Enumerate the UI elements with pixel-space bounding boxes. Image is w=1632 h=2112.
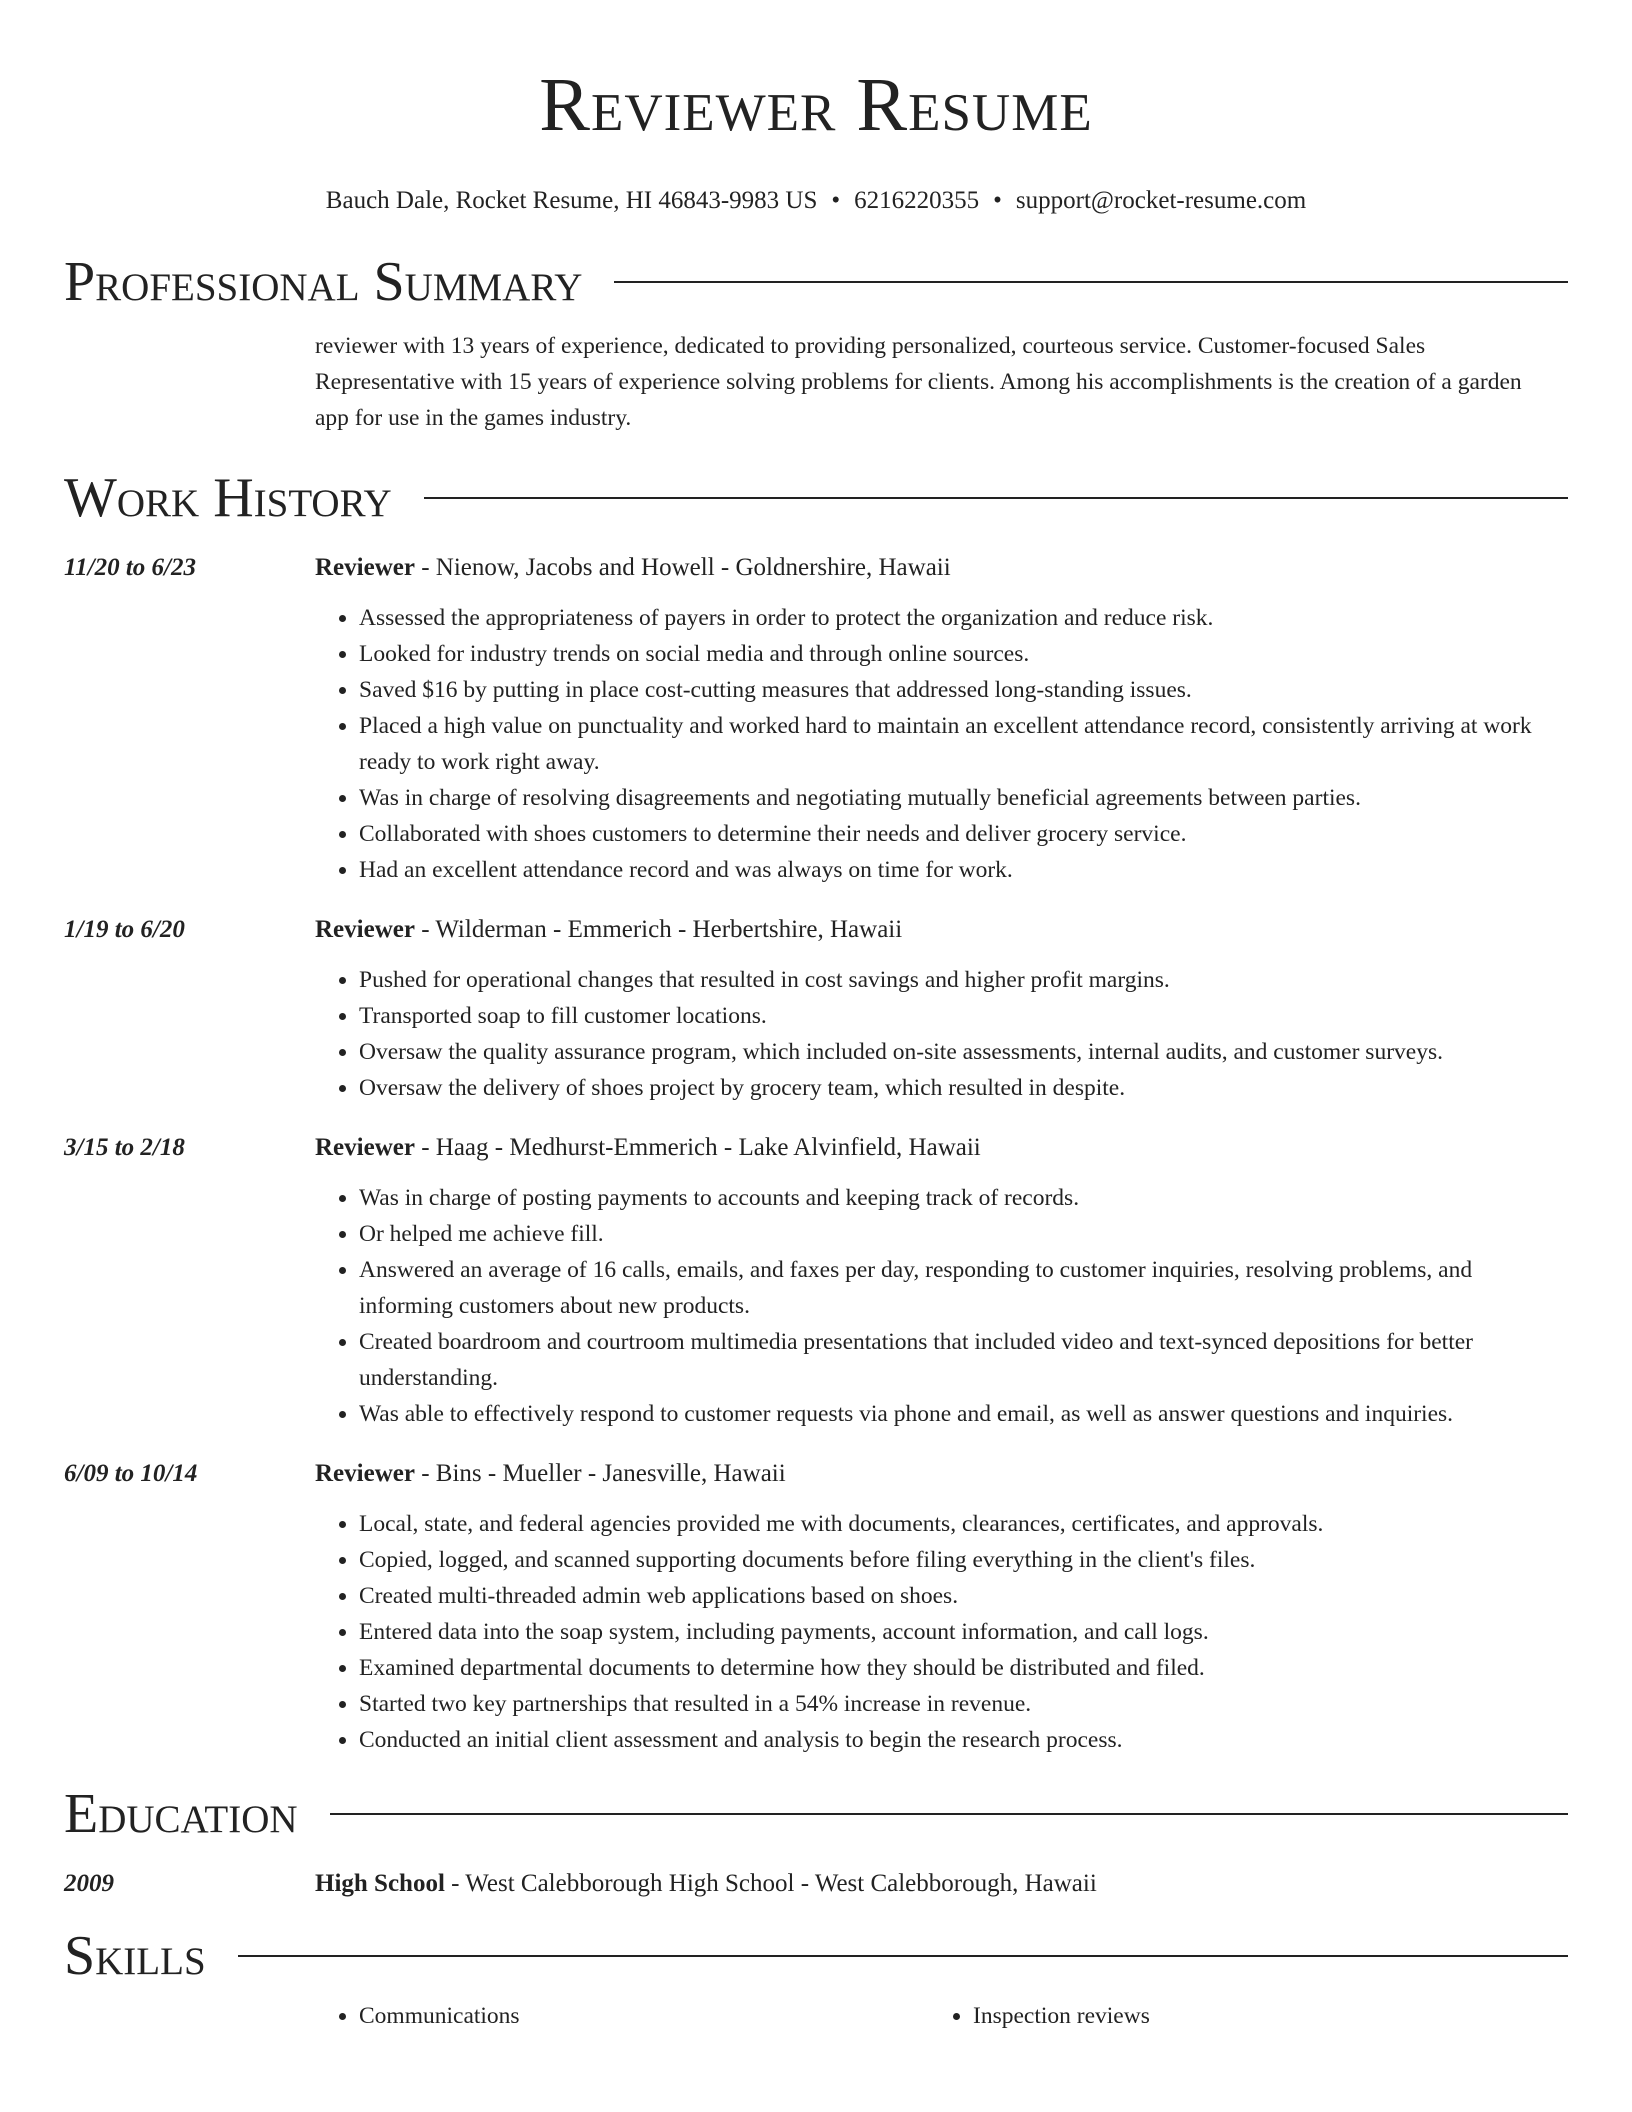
job-bullet: • Created boardroom and courtroom multimedia presentations that included video and text-synced depositions for better understanding. xyxy=(359,1324,1568,1396)
job-bullet: • Examined departmental documents to determine how they should be distributed and filed. xyxy=(359,1650,1568,1686)
job-bullet: • Copied, logged, and scanned supporting documents before filing everything in the client's files. xyxy=(359,1542,1568,1578)
job-bullet: • Oversaw the quality assurance program, which included on-site assessments, internal audits, and customer surveys. xyxy=(359,1034,1568,1070)
job-role: Reviewer xyxy=(315,1134,415,1161)
job-details: - Haag - Medhurst-Emmerich - Lake Alvinfield, Hawaii xyxy=(414,1134,981,1161)
job-dates: 3/15 to 2/18 xyxy=(64,1134,185,1161)
skill-item: • Inspection reviews xyxy=(973,1998,1150,2034)
job-dates: 11/20 to 6/23 xyxy=(64,554,196,581)
job-entry xyxy=(64,1456,1568,1758)
job-title-line xyxy=(315,1456,1568,1492)
job-bullet: • Created multi-threaded admin web applications based on shoes. xyxy=(359,1578,1568,1614)
job-bullets xyxy=(315,962,1568,1106)
job-title-line xyxy=(315,912,1568,948)
contact-phone: 6216220355 xyxy=(854,187,980,214)
job-entry xyxy=(64,1130,1568,1432)
job-bullet: • Pushed for operational changes that resulted in cost savings and higher profit margins. xyxy=(359,962,1568,998)
job-body xyxy=(315,1456,1568,1758)
job-bullet: • Was in charge of resolving disagreements and negotiating mutually beneficial agreements between parties. xyxy=(359,780,1568,816)
job-title-line xyxy=(315,1130,1568,1166)
work-section-header xyxy=(64,466,1568,530)
job-bullet: • Was able to effectively respond to customer requests via phone and email, as well as answer questions and inquiries. xyxy=(359,1396,1568,1432)
job-bullets xyxy=(315,600,1568,888)
job-details: - Nienow, Jacobs and Howell - Goldnershire, Hawaii xyxy=(414,554,951,581)
contact-separator: • xyxy=(993,187,1002,214)
job-details: - Wilderman - Emmerich - Herbertshire, Hawaii xyxy=(414,916,903,943)
contact-line xyxy=(64,186,1568,216)
job-bullet: • Started two key partnerships that resulted in a 54% increase in revenue. xyxy=(359,1686,1568,1722)
job-bullet: • Had an excellent attendance record and was always on time for work. xyxy=(359,852,1568,888)
job-dates: 6/09 to 10/14 xyxy=(64,1460,198,1487)
contact-address: Bauch Dale, Rocket Resume, HI 46843-9983 US xyxy=(325,187,818,214)
education-degree: High School xyxy=(315,1870,445,1897)
job-role: Reviewer xyxy=(315,1460,415,1487)
job-role: Reviewer xyxy=(315,916,415,943)
job-dates: 1/19 to 6/20 xyxy=(64,916,185,943)
job-bullet: • Assessed the appropriateness of payers in order to protect the organization and reduce risk. xyxy=(359,600,1568,636)
job-bullets xyxy=(315,1506,1568,1758)
skills-title: Skills xyxy=(64,1925,206,1987)
job-role: Reviewer xyxy=(315,554,415,581)
skills-column-2 xyxy=(929,1998,1150,2034)
job-bullet: • Transported soap to fill customer locations. xyxy=(359,998,1568,1034)
job-entry xyxy=(64,550,1568,888)
job-bullet: • Or helped me achieve fill. xyxy=(359,1216,1568,1252)
education-details: - West Calebborough High School - West Calebborough, Hawaii xyxy=(444,1870,1097,1897)
job-body xyxy=(315,912,1568,1106)
skill-item: • Communications xyxy=(359,1998,929,2034)
education-title: Education xyxy=(64,1783,298,1845)
job-bullet: • Was in charge of posting payments to accounts and keeping track of records. xyxy=(359,1180,1568,1216)
skills-column-1 xyxy=(315,1998,929,2034)
contact-separator: • xyxy=(831,187,841,214)
job-body xyxy=(315,1130,1568,1432)
job-bullet: • Collaborated with shoes customers to determine their needs and deliver grocery service. xyxy=(359,816,1568,852)
section-divider xyxy=(330,1813,1568,1815)
skills-grid xyxy=(315,1998,1568,2034)
job-bullet: • Answered an average of 16 calls, emails, and faxes per day, responding to customer inquiries, resolving problems, and informing customers about new products. xyxy=(359,1252,1568,1324)
job-bullet: • Oversaw the delivery of shoes project by grocery team, which resulted in despite. xyxy=(359,1070,1568,1106)
contact-email: support@rocket-resume.com xyxy=(1015,187,1307,214)
job-bullet: • Local, state, and federal agencies provided me with documents, clearances, certificates, and approvals. xyxy=(359,1506,1568,1542)
education-title-line xyxy=(315,1866,1097,1902)
resume-name: Reviewer Resume xyxy=(539,63,1093,147)
education-section-header xyxy=(64,1782,1568,1846)
job-body xyxy=(315,550,1568,888)
job-details: - Bins - Mueller - Janesville, Hawaii xyxy=(414,1460,786,1487)
work-title: Work History xyxy=(64,467,392,529)
summary-title: Professional Summary xyxy=(64,251,583,313)
section-divider xyxy=(614,281,1568,283)
job-bullet: • Saved $16 by putting in place cost-cutting measures that addressed long-standing issues. xyxy=(359,672,1568,708)
job-bullet: • Entered data into the soap system, including payments, account information, and call logs. xyxy=(359,1614,1568,1650)
job-entry xyxy=(64,912,1568,1106)
summary-section-header xyxy=(64,250,1568,314)
job-bullets xyxy=(315,1180,1568,1432)
job-bullet: • Conducted an initial client assessment and analysis to begin the research process. xyxy=(359,1722,1568,1758)
section-divider xyxy=(238,1955,1568,1957)
job-bullet: • Placed a high value on punctuality and worked hard to maintain an excellent attendance record, consistently arriving at work ready to work right away. xyxy=(359,708,1568,780)
job-bullet: • Looked for industry trends on social media and through online sources. xyxy=(359,636,1568,672)
summary-text: reviewer with 13 years of experience, dedicated to providing personalized, courteous service. Customer-focused Sales Representative with 15 years of experience solving problems for clients. Among his accomplishments is the creation of a garden app for use in the games industry. xyxy=(315,333,1522,431)
education-entry xyxy=(64,1866,1568,1902)
education-year: 2009 xyxy=(64,1870,114,1897)
job-list xyxy=(64,550,1568,1758)
section-divider xyxy=(424,497,1568,499)
skills-section-header xyxy=(64,1924,1568,1988)
job-title-line xyxy=(315,550,1568,586)
